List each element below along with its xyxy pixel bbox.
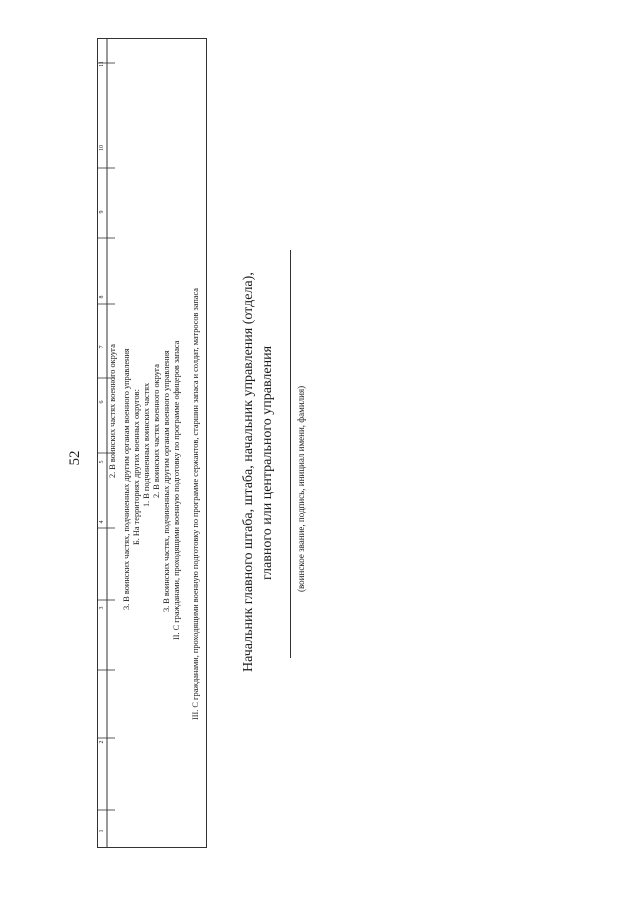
- table-row: 1. В подчиненных воинских частях: [142, 382, 151, 507]
- signatory-title-line2: главного или центрального управления: [260, 345, 275, 580]
- table-row: II. С гражданами, проходящими военную подготовку по программе офицеров запаса: [172, 340, 181, 640]
- table-row: III. С гражданами, проходящими военную подготовку по программе сержантов, старшин запаса и солдат, матросов запаса: [191, 288, 200, 720]
- table-row: 2. В воинских частях военного округа: [108, 344, 117, 478]
- signature-caption: (воинское звание, подпись, инициал имени, фамилия): [296, 385, 306, 592]
- table-row: Б. На территориях других военных округов:: [132, 389, 141, 545]
- column-number: 8: [99, 295, 105, 299]
- column-number: 2: [99, 740, 105, 744]
- column-number: 4: [99, 520, 105, 524]
- column-number: 6: [99, 400, 105, 404]
- table-row: 3. В воинских частях, подчиненных другим органам военного управления: [122, 348, 131, 610]
- signature-line: [290, 250, 291, 658]
- column-number: 11: [99, 61, 105, 67]
- column-number: 9: [99, 210, 105, 214]
- column-number: 3: [99, 606, 105, 610]
- column-number: 10: [99, 145, 105, 151]
- page-number: 52: [67, 450, 83, 466]
- column-number: 1: [99, 829, 105, 833]
- table-row: 3. В воинских частях, подчиненных другим органам военного управления: [162, 350, 171, 612]
- table-row: 2. В воинских частях военного округа: [152, 364, 161, 498]
- signatory-title-line1: Начальник главного штаба, штаба, начальник управления (отдела),: [241, 272, 256, 672]
- column-number: 7: [99, 345, 105, 349]
- column-number: 5: [99, 460, 105, 464]
